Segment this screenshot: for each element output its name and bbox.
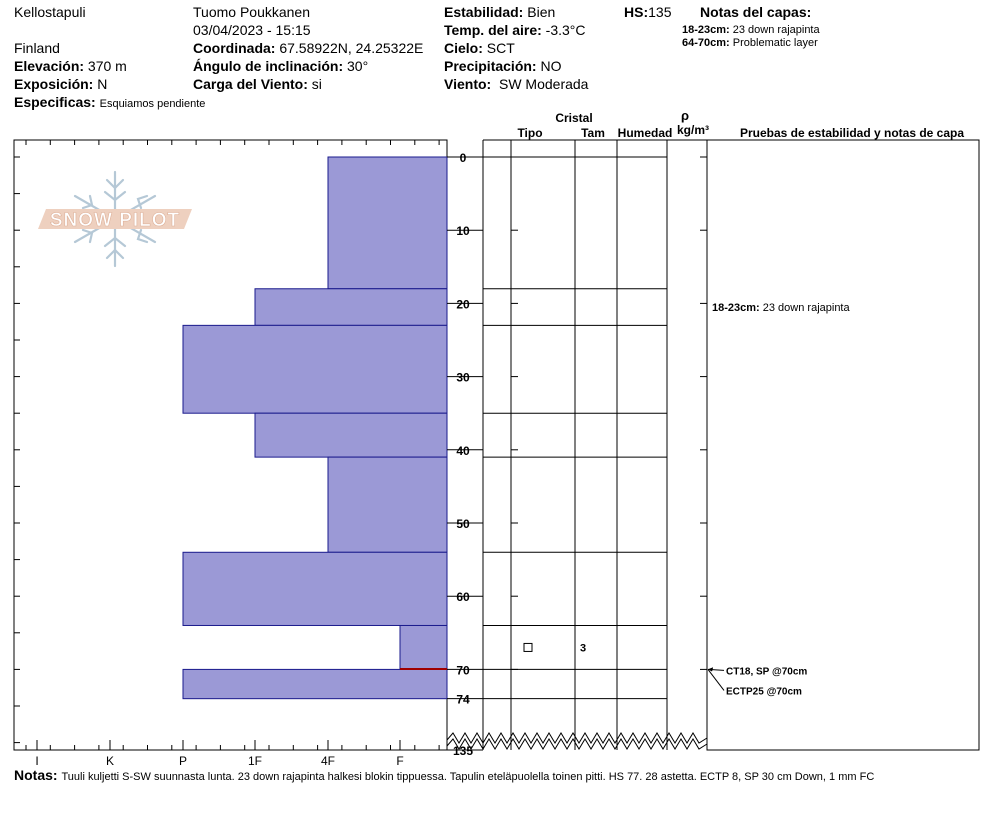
- hardness-label-4F: 4F: [320, 754, 336, 768]
- slope-label: Ángulo de inclinación:: [193, 58, 344, 74]
- col-size: Tam: [581, 126, 605, 140]
- aspect-label: Exposición:: [14, 76, 94, 92]
- col-humidity: Humedad: [617, 126, 673, 140]
- hardness-layers: [183, 157, 447, 699]
- wind-load-label: Carga del Viento:: [193, 76, 308, 92]
- elevation-label: Elevación:: [14, 58, 85, 74]
- depth-label-74: 74: [456, 692, 470, 707]
- test-arrow-2: [708, 669, 724, 690]
- stability-label: Estabilidad:: [444, 4, 524, 20]
- hardness-layer-5: [328, 457, 447, 552]
- notes: [14, 767, 874, 784]
- hardness-label-F: F: [396, 754, 404, 768]
- slope-value: 30°: [347, 58, 369, 74]
- sky-label: Cielo:: [444, 40, 483, 56]
- air-temp-value: -3.3°C: [545, 22, 586, 38]
- crystal-type-square-icon: [524, 643, 532, 651]
- depth-label-20: 20: [456, 297, 470, 312]
- hardness-label-P: P: [178, 754, 188, 768]
- crystal-table: [483, 140, 707, 750]
- stability-value: Bien: [527, 4, 556, 20]
- test-label-1: CT18, SP @70cm: [726, 666, 808, 678]
- hs-label: HS:: [624, 4, 649, 20]
- hardness-layer-2: [255, 289, 447, 326]
- layer-note-1-range: 18-23cm:: [682, 24, 730, 36]
- depth-label-40: 40: [456, 443, 470, 458]
- layer-note-2-range: 64-70cm:: [682, 37, 730, 49]
- depth-label-135: 135: [452, 744, 474, 758]
- logo-text: SNOW PILOT: [49, 210, 181, 231]
- country: Finland: [14, 40, 60, 56]
- layer-notes-title: Notas del capas:: [700, 4, 812, 20]
- hardness-layer-6: [183, 552, 447, 625]
- depth-label-30: 30: [456, 370, 470, 385]
- col-crystal: Cristal: [555, 111, 593, 125]
- wind-load-value: si: [311, 76, 322, 92]
- test-label-2: ECTP25 @70cm: [726, 686, 802, 698]
- observer: Tuomo Poukkanen: [193, 4, 310, 20]
- col-density-unit: kg/m³: [676, 123, 710, 137]
- depth-label-50: 50: [456, 517, 470, 531]
- specifics-label: Especificas:: [14, 94, 96, 110]
- hardness-layer-8: [183, 669, 447, 698]
- stability-tests: [708, 302, 850, 697]
- hardness-layer-7: [400, 625, 447, 669]
- coord-value: 67.58922N, 24.25322E: [279, 40, 424, 56]
- wind-label: Viento:: [444, 76, 492, 92]
- depth-axis: [447, 151, 483, 758]
- location: Kellostapuli: [14, 4, 86, 20]
- sky-value: SCT: [486, 40, 515, 56]
- notes-text: Tuuli kuljetti S-SW suunnasta lunta. 23 down rajapinta halkesi blokin tippuessa. Tapulin eteläpuolella toinen pitti. HS 77. 28 astetta. ECTP 8, SP 30 cm Down, 1 mm FC: [61, 771, 875, 783]
- datetime: 03/04/2023 - 15:15: [193, 22, 311, 38]
- air-temp-label: Temp. del aire:: [444, 22, 542, 38]
- precip-label: Precipitación:: [444, 58, 537, 74]
- depth-label-0: 0: [459, 151, 467, 165]
- specifics-value: Esquiamos pendiente: [99, 98, 206, 110]
- notes-label: Notas:: [14, 767, 58, 783]
- layer-note-label: 18-23cm: 23 down rajapinta: [712, 302, 850, 315]
- layer-note-1-text: 23 down rajapinta: [732, 24, 820, 36]
- hardness-label-I: I: [35, 754, 39, 768]
- hardness-label-K: K: [105, 754, 115, 768]
- aspect-value: N: [97, 76, 108, 92]
- wind-value: SW Moderada: [498, 76, 589, 92]
- hardness-label-1F: 1F: [247, 754, 263, 768]
- hardness-layer-1: [328, 157, 447, 289]
- hardness-layer-3: [183, 325, 447, 413]
- snowpilot-logo: [38, 172, 192, 266]
- depth-label-70: 70: [456, 663, 470, 678]
- tests-notes-frame: [707, 140, 979, 750]
- precip-value: NO: [540, 58, 562, 74]
- layer-note-2-text: Problematic layer: [732, 37, 818, 49]
- depth-label-10: 10: [456, 224, 470, 239]
- depth-label-60: 60: [456, 590, 470, 605]
- hardness-layer-4: [255, 413, 447, 457]
- coord-label: Coordinada:: [193, 40, 276, 56]
- col-type: Tipo: [517, 126, 543, 140]
- crystal-size-1: 3: [579, 642, 587, 655]
- hs-value: 135: [648, 4, 672, 20]
- col-rho: ρ: [680, 108, 690, 123]
- col-tests: Pruebas de estabilidad y notas de capa: [739, 126, 965, 140]
- elevation-value: 370 m: [87, 58, 127, 74]
